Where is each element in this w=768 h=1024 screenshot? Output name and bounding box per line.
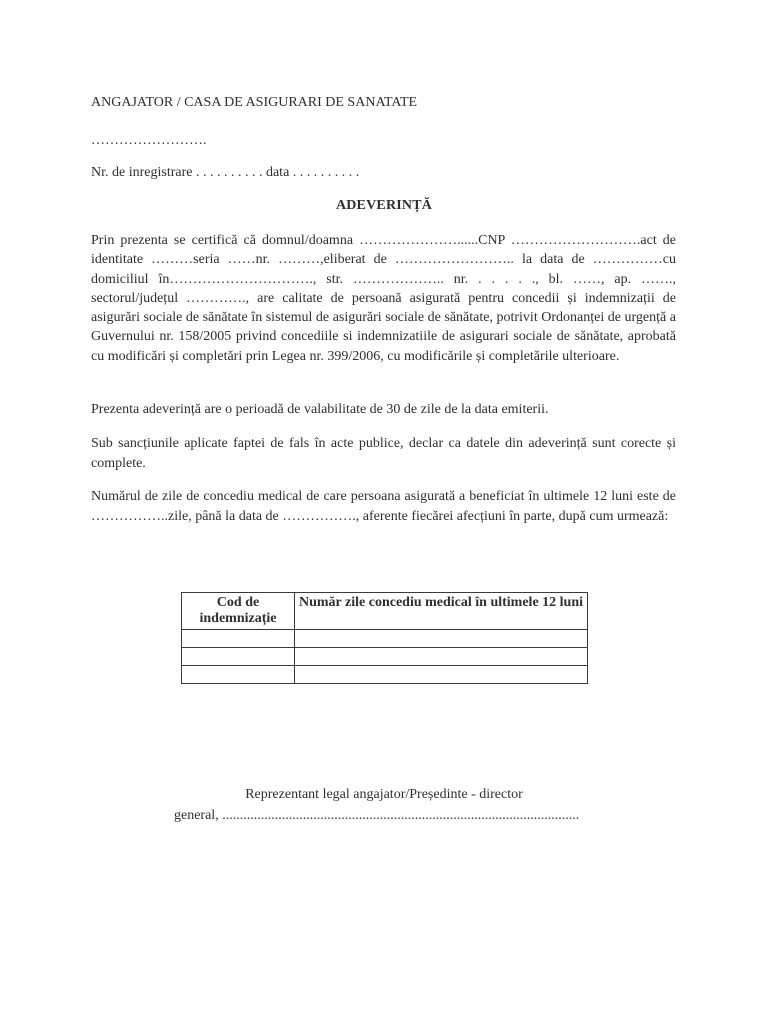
- registration-line: Nr. de inregistrare . . . . . . . . . . data . . . . . . . . . .: [91, 165, 360, 180]
- table-row: [182, 630, 588, 648]
- table-row: [182, 648, 588, 666]
- sanctions-paragraph: Sub sancțiunile aplicate faptei de fals în acte publice, declar ca datele din adeverință sunt corecte și complete.: [91, 436, 676, 471]
- validity-paragraph: Prezenta adeverință are o perioadă de valabilitate de 30 de zile de la data emiterii.: [91, 402, 549, 417]
- header-medical-days: Număr zile concediu medical în ultimele 12 luni: [295, 593, 588, 630]
- table-cell: [182, 666, 295, 684]
- medical-days-paragraph: Numărul de zile de concediu medical de care persoana asigurată a beneficiat în ultimele 12 luni este de ……………..zile, până la data de ……………., aferente fiecărei afecțiuni în parte, după cum urmează:: [91, 489, 676, 524]
- employer-heading: ANGAJATOR / CASA DE ASIGURARI DE SANATATE: [91, 95, 418, 110]
- signature-title: Reprezentant legal angajator/Președinte - director: [245, 787, 523, 802]
- header-indemnity-code: Cod de indemnizație: [182, 593, 295, 630]
- signature-line: general, ......................................................................................................: [174, 808, 580, 823]
- table-header-row: [182, 593, 588, 630]
- table-row: [182, 666, 588, 684]
- indemnity-table: [181, 592, 588, 684]
- table-cell: [182, 648, 295, 666]
- table-cell: [295, 630, 588, 648]
- table-cell: [182, 630, 295, 648]
- table-cell: [295, 666, 588, 684]
- table-cell: [295, 648, 588, 666]
- employer-blank-line: …………………….: [91, 133, 207, 148]
- certification-paragraph: Prin prezenta se certifică că domnul/doamna …………………......CNP ……………………….act de identitate ………seria ……nr. ………,eliberat de …………………….. la data de ……………cu domiciliul în…………………………., str. ……………….. nr. . . . . ., bl. ……, ap. ……., sectorul/județul …………., are calitate de persoană asigurată pentru concedii și indemnizații de asigurări sociale de sănătate în sistemul de asigurări sociale de sănătate, potrivit Ordonanței de urgență a Guvernului nr. 158/2005 privind concediile si indemnizatiile de asigurari sociale de sănătate, aprobată cu modificări și completări prin Legea nr. 399/2006, cu modificările și completările ulterioare.: [91, 233, 676, 364]
- document-title: ADEVERINȚĂ: [335, 198, 433, 213]
